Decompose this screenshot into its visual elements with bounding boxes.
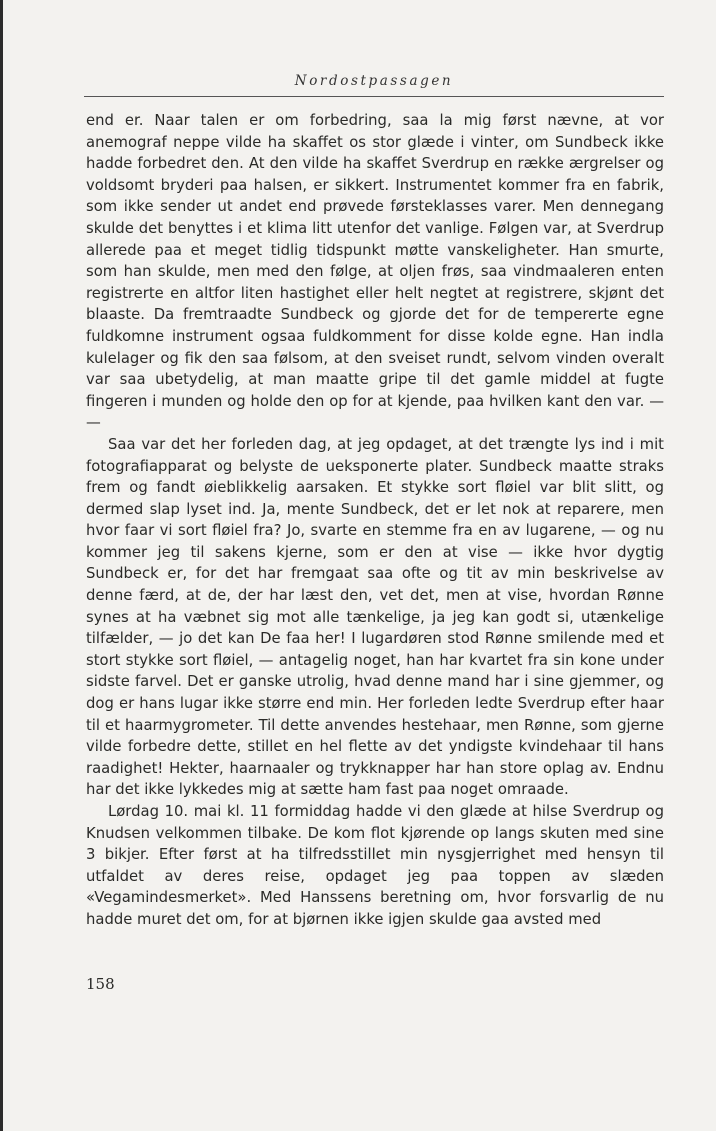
body-text: [86, 110, 664, 931]
page-edge-shadow: [0, 0, 3, 1131]
page-number: 158: [86, 975, 115, 993]
header-rule: [84, 96, 664, 97]
running-header: Nordostpassagen: [294, 73, 454, 89]
paragraph-2: Saa var det her forleden dag, at jeg opdaget, at det trængte lys ind i mit fotografiapparat og belyste de ueksponerte plater. Sundbeck maatte straks frem og fandt øieblikkelig aarsaken. Et stykke sort fløiel var blit slitt, og dermed slap lyset ind. Ja, mente Sundbeck, det er let nok at reparere, men hvor faar vi sort fløiel fra? Jo, svarte en stemme fra en av lugarene, — og nu kommer jeg til sakens kjerne, som er den at vise — ikke hvor dygtig Sundbeck er, for det har fremgaat saa ofte og tit av min beskrivelse av denne færd, at de, der har læst den, vet det, men at vise, hvordan Rønne synes at ha væbnet sig mot alle tænkelige, ja jeg kan godt si, utænkelige tilfælder, — jo det kan De faa her! I lugardøren stod Rønne smilende med et stort stykke sort fløiel, — antagelig noget, han har kvartet fra sin kone under sidste farvel. Det er ganske utrolig, hvad denne mand har i sine gjemmer, og dog er hans lugar ikke større end min. Her forleden ledte Sverdrup efter haar til et haarmygrometer. Til dette anvendes hestehaar, men Rønne, som gjerne vilde forbedre dette, stillet en hel flette av det yndigste kvindehaar til hans raadighet! Hekter, haarnaaler og trykknapper har han store oplag av. Endnu har det ikke lykkedes mig at sætte ham fast paa noget omraade.: [86, 435, 664, 799]
paragraph-3: Lørdag 10. mai kl. 11 formiddag hadde vi den glæde at hilse Sverdrup og Knudsen velkommen tilbake. De kom flot kjørende op langs skuten med sine 3 bikjer. Efter først at ha tilfredsstillet min nysgjerrighet med hensyn til utfaldet av deres reise, opdaget jeg paa toppen av slæden «Vegamindesmerket». Med Hanssens beretning om, hvor forsvarlig de nu hadde muret det om, for at bjørnen ikke igjen skulde gaa avsted med: [86, 803, 664, 928]
paragraph-1: end er. Naar talen er om forbedring, saa la mig først nævne, at vor anemograf neppe vilde ha skaffet os stor glæde i vinter, om Sundbeck ikke hadde forbedret den. At den vilde ha skaffet Sverdrup en række ærgrelser og voldsomt bryderi paa halsen, er sikkert. Instrumentet kommer fra en fabrik, som ikke sender ut andet end prøvede førsteklasses varer. Men dennegang skulde det benyttes i et klima litt utenfor det vanlige. Følgen var, at Sverdrup allerede paa et meget tidlig tidspunkt møtte vanskeligheter. Han smurte, som han skulde, men med den følge, at oljen frøs, saa vindmaaleren enten registrerte en altfor liten hastighet eller helt negtet at registrere, skjønt det blaaste. Da fremtraadte Sundbeck og gjorde det for de tempererte egne fuldkomne instrument ogsaa fuldkomment for disse kolde egne. Han indla kulelager og fik den saa følsom, at den sveiset rundt, selvom vinden overalt var saa ubetydelig, at man maatte gripe til det gamle middel at fugte fingeren i munden og holde den op for at kjende, paa hvilken kant den var. — —: [86, 112, 664, 432]
